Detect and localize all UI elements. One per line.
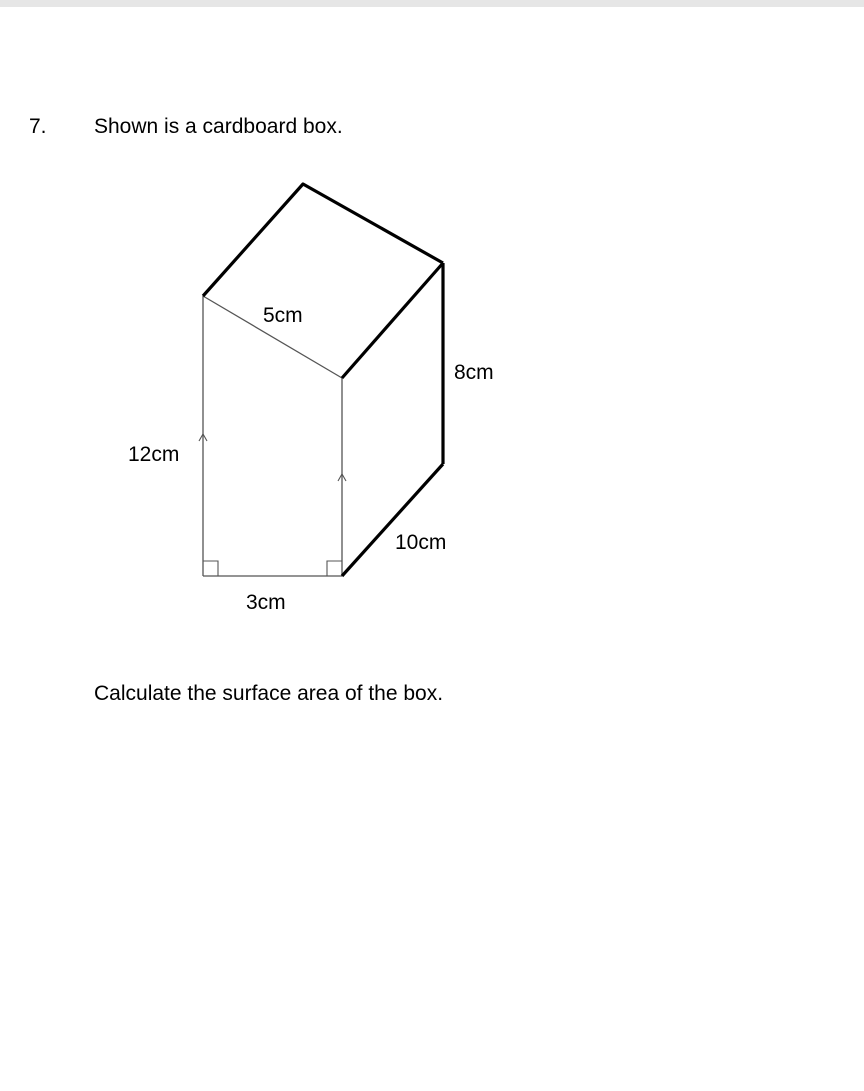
top-front-edge (342, 263, 443, 378)
question-text: Shown is a cardboard box. (94, 115, 343, 138)
label-right-height: 8cm (454, 361, 494, 384)
right-angle-marker-right (327, 561, 342, 576)
label-bottom-width: 3cm (246, 591, 286, 614)
top-outline-edge (203, 184, 443, 296)
label-left-height: 12cm (128, 443, 180, 466)
label-top-edge: 5cm (263, 304, 303, 327)
label-depth: 10cm (395, 531, 447, 554)
task-text: Calculate the surface area of the box. (94, 682, 444, 705)
right-angle-marker-left (203, 561, 218, 576)
depth-edge (342, 464, 443, 576)
question-number: 7. (29, 115, 47, 138)
